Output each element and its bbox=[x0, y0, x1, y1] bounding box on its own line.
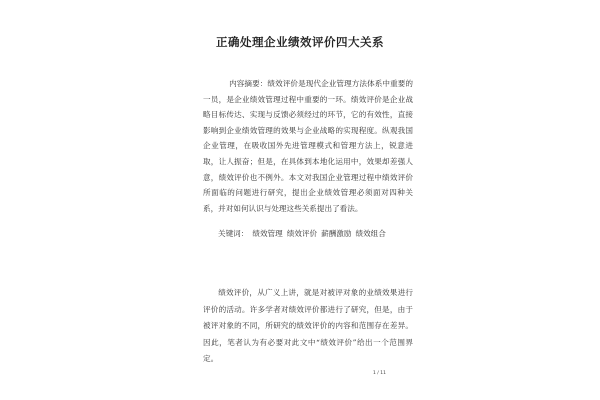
body-paragraph-text: 绩效评价，从广义上讲，就是对被评对象的业绩效果进行评价的活动。许多学者对绩效评价都进行了研究，但是，由于被评对象的不同，所研究的绩效评价的内容和范围存在差异。因此，笔者认为有必要对此文中“绩效评价”给出一个范围界定。 bbox=[203, 288, 413, 363]
keywords-line bbox=[218, 228, 390, 239]
document-title: 正确处理企业绩效评价四大关系 bbox=[216, 35, 384, 49]
keyword-item: 绩效评价 bbox=[286, 229, 318, 238]
abstract-paragraph bbox=[203, 76, 413, 216]
page-number: 1 / 11 bbox=[373, 371, 386, 376]
keyword-item: 绩效管理 bbox=[252, 229, 283, 238]
keywords-label: 关键词： bbox=[218, 229, 249, 238]
keyword-item: 薪酬激励 bbox=[321, 229, 352, 238]
abstract-text: 绩效评价是现代企业管理方法体系中重要的一员，是企业绩效管理过程中重要的一环。绩效评价是企业战略目标传达、实现与反馈必须经过的环节，它的有效性，直接影响到企业绩效管理的效果与企业战略的实现程度。纵观我国企业管理，在吸收国外先进管理模式和管理方法上，锐意进取，让人振奋；但是，在具体到本地化运用中，效果却差强人意，绩效评价也不例外。本文对我国企业管理过程中绩效评价所面临的问题进行研究，提出企业绩效管理必须面对四种关系，并对如何认识与处理这些关系提出了看法。 bbox=[203, 79, 413, 213]
body-paragraph bbox=[203, 285, 413, 368]
keyword-item: 绩效组合 bbox=[355, 229, 386, 238]
abstract-label: 内容摘要： bbox=[229, 79, 268, 88]
